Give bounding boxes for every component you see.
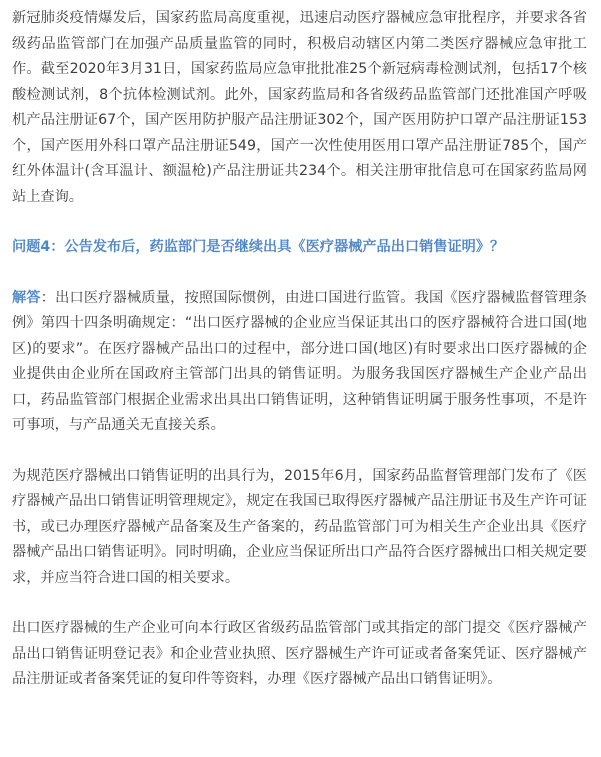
- paragraph-regulation: 为规范医疗器械出口销售证明的出具行为，2015年6月，国家药品监督管理部门发布了《医疗器械产品出口销售证明管理规定》，规定在我国已取得医疗器械产品注册证书及生产许可证书，或已办理医疗器械产品备案及生产备案的，药品监管部门可为相关生产企业出具《医疗器械产品出口销售证明》。同时明确，企业应当保证所出口产品符合医疗器械出口相关规定要求，并应当符合进口国的相关要求。: [12, 467, 587, 586]
- answer-text: ：出口医疗器械质量，按照国际惯例，由进口国进行监管。我国《医疗器械监督管理条例》第四十四条明确规定：“出口医疗器械的企业应当保证其出口的医疗器械符合进口国(地区)的要求”。在医疗器械产品出口的过程中，部分进口国(地区)有时要求出口医疗器械的企业提供由企业所在国政府主管部门出具的销售证明。为服务我国医疗器械生产企业产品出口，药品监管部门根据企业需求出具出口销售证明，这种销售证明属于服务性事项，不是许可事项，与产品通关无直接关系。: [12, 289, 587, 433]
- question-4-heading: 问题4：公告发布后，药监部门是否继续出具《医疗器械产品出口销售证明》？: [12, 239, 505, 255]
- spacer: [12, 210, 587, 235]
- spacer: [12, 439, 587, 464]
- answer-label: 解答: [12, 289, 41, 306]
- paragraph-approvals: 新冠肺炎疫情爆发后，国家药监局高度重视，迅速启动医疗器械应急审批程序，并要求各省级药品监管部门在加强产品质量监管的同时，积极启动辖区内第二类医疗器械应急审批工作。截至2020年3月31日，国家药监局应急审批批准25个新冠病毒检测试剂，包括17个核酸检测试剂，8个抗体检测试剂。此外，国家药监局和各省级药品监管部门还批准国产呼吸机产品注册证67个，国产医用防护服产品注册证302个，国产医用防护口罩产品注册证153个，国产医用外科口罩产品注册证549，国产一次性使用医用口罩产品注册证785个，国产红外体温计(含耳温计、额温枪)产品注册证共234个。相关注册审批信息可在国家药监局网站上查询。: [12, 10, 587, 205]
- spacer: [12, 261, 587, 286]
- paragraph-procedure: 出口医疗器械的生产企业可向本行政区省级药品监管部门或其指定的部门提交《医疗器械产品出口销售证明登记表》和企业营业执照、医疗器械生产许可证或者备案凭证、医疗器械产品注册证或者备案凭证的复印件等资料，办理《医疗器械产品出口销售证明》。: [12, 620, 587, 687]
- spacer: [12, 591, 587, 616]
- paragraph-answer: [12, 286, 587, 439]
